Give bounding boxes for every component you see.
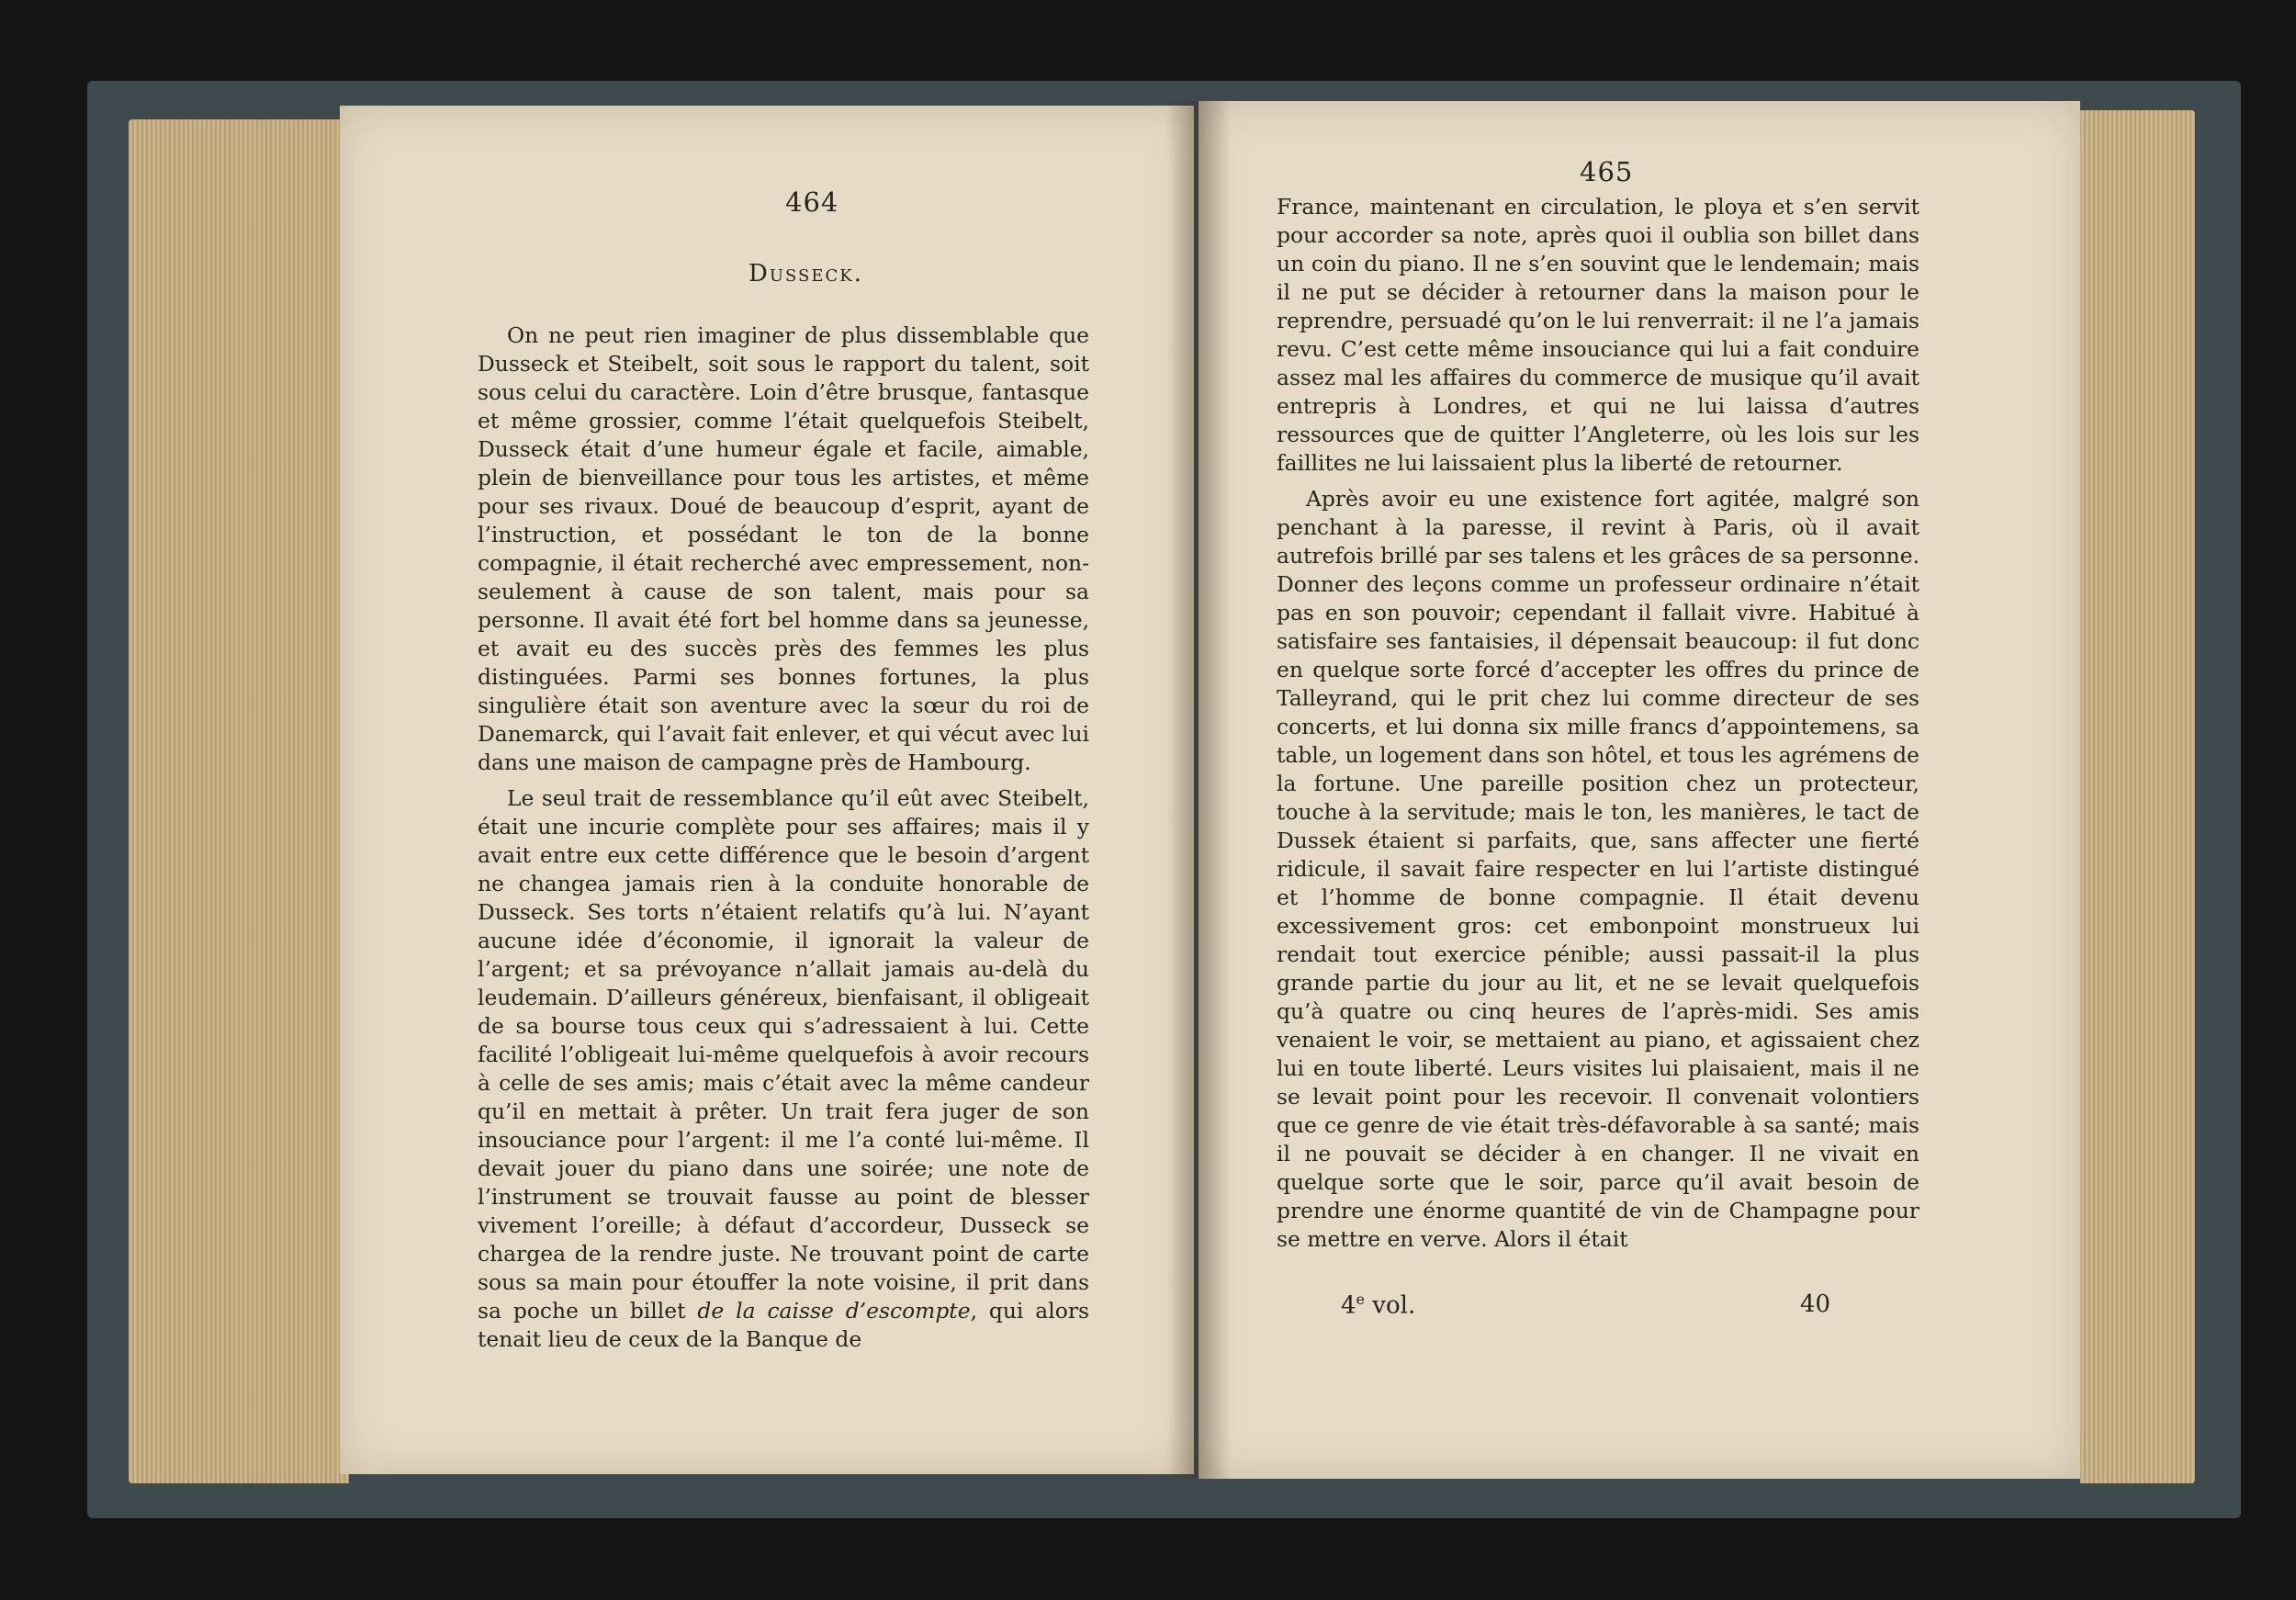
page-text bbox=[478, 321, 1089, 1354]
left-page bbox=[340, 106, 1194, 1474]
paragraph-text: Le seul trait de ressemblance qu’il eût avec Steibelt, était une incurie complète pour ses affaires; mais il y avait entre eux cette différence que le besoin d’argent ne changea jamais rien à la conduite honorable de Dusseck. Ses torts n’étaient relatifs qu’à lui. N’ayant aucune idée d’économie, il ignorait la valeur de l’argent; et sa prévoyance n’allait jamais au-delà du leudemain. D’ailleurs généreux, bienfaisant, il obligeait de sa bourse tous ceux qui s’adressaient à lui. Cette facilité l’obligeait lui-même quelquefois à avoir recours à celle de ses amis; mais c’était avec la même candeur qu’il en mettait à prêter. Un trait fera juger de son insouciance pour l’argent: il me l’a conté lui-même. Il devait jouer du piano dans une soirée; une note de l’instrument se trouvait fausse au point de blesser vivement l’oreille; à défaut d’accordeur, Dusseck se chargea de la rendre juste. Ne trouvant point de carte sous sa main pour étouffer la note voisine, il prit dans sa poche un billet bbox=[478, 785, 1089, 1324]
paragraph bbox=[478, 784, 1089, 1354]
page-number: 464 bbox=[785, 186, 839, 218]
volume-number: 4 bbox=[1341, 1291, 1356, 1320]
page-text bbox=[1277, 193, 1919, 1254]
paragraph-text-end: , qui alors tenait lieu de ceux de la Banque de bbox=[478, 1298, 1090, 1352]
right-page bbox=[1199, 101, 2080, 1479]
paragraph: France, maintenant en circulation, le ploya et s’en servit pour accorder sa note, après quoi il oublia son billet dans un coin du piano. Il ne s’en souvint que le lendemain; mais il ne put se décider à retourner dans la maison pour le reprendre, persuadé qu’on le lui renverrait: il ne l’a jamais revu. C’est cette même insouciance qui lui a fait conduire assez mal les affaires du commerce de musique qu’il avait entrepris à Londres, et qui ne lui laissa d’autres ressources que de quitter l’Angleterre, où les lois sur les faillites ne lui laissaient plus la liberté de retourner. bbox=[1277, 194, 1919, 476]
volume-marker bbox=[1341, 1290, 1415, 1320]
book-gutter bbox=[1166, 101, 1231, 1479]
volume-ordinal: e bbox=[1356, 1290, 1366, 1308]
paragraph: Après avoir eu une existence fort agitée, malgré son penchant à la paresse, il revint à Paris, où il avait autrefois brillé par ses talens et les grâces de sa personne. Donner des leçons comme un professeur ordinaire n’était pas en son pouvoir; cependant il fallait vivre. Habitué à satisfaire ses fantaisies, il dépensait beaucoup: il fut donc en quelque sorte forcé d’accepter les offres du prince de Talleyrand, qui le prit chez lui comme directeur de ses concerts, et lui donna six mille francs d’appointemens, sa table, un logement dans son hôtel, et tous les agrémens de la fortune. Une pareille position chez un protecteur, touche à la servitude; mais le ton, les manières, le tact de Dussek étaient si parfaits, que, sans affecter une fierté ridicule, il savait faire respecter en lui l’artiste distingué et l’homme de bonne compagnie. Il était devenu excessivement gros: cet embonpoint monstrueux lui rendait tout exercice pénible; aussi passait-il la plus grande partie du jour au lit, et ne se levait quelquefois qu’à quatre ou cinq heures de l’après-midi. Ses amis venaient le voir, se mettaient au piano, et agissaient chez lui en toute liberté. Leurs visites lui plaisaient, mais il ne se levait point pour les recevoir. Il convenait volontiers que ce genre de vie était très-défavorable à sa santé; mais il ne pouvait se décider à en changer. Il ne vivait en quelque sorte que le soir, parce qu’il avait besoin de prendre une énorme quantité de vin de Champagne pour se mettre en verve. Alors il était bbox=[1277, 486, 1920, 1252]
italic-phrase: de la caisse d’escompte bbox=[697, 1298, 971, 1324]
paragraph: On ne peut rien imaginer de plus dissemblable que Dusseck et Steibelt, soit sous le rapport du talent, soit sous celui du caractère. Loin d’être brusque, fantasque et même grossier, comme l’était quelquefois Steibelt, Dusseck était d’une humeur égale et facile, aimable, plein de bienveillance pour tous les artistes, et même pour ses rivaux. Doué de beaucoup d’esprit, ayant de l’instruction, et possédant le ton de la bonne compagnie, il était recherché avec empressement, non-seulement à cause de son talent, mais pour sa personne. Il avait été fort bel homme dans sa jeunesse, et avait eu des succès près des femmes les plus distinguées. Parmi ses bonnes fortunes, la plus singulière était son aventure avec la sœur du roi de Danemarck, qui l’avait fait enlever, et qui vécut avec lui dans une maison de campagne près de Hambourg. bbox=[478, 322, 1089, 775]
page-edges-left bbox=[129, 119, 349, 1483]
signature-mark: 40 bbox=[1800, 1290, 1831, 1318]
page-edges-right bbox=[2080, 110, 2195, 1483]
page-number: 465 bbox=[1580, 156, 1634, 187]
running-title: Dusseck. bbox=[748, 260, 863, 287]
volume-label: vol. bbox=[1365, 1291, 1416, 1320]
